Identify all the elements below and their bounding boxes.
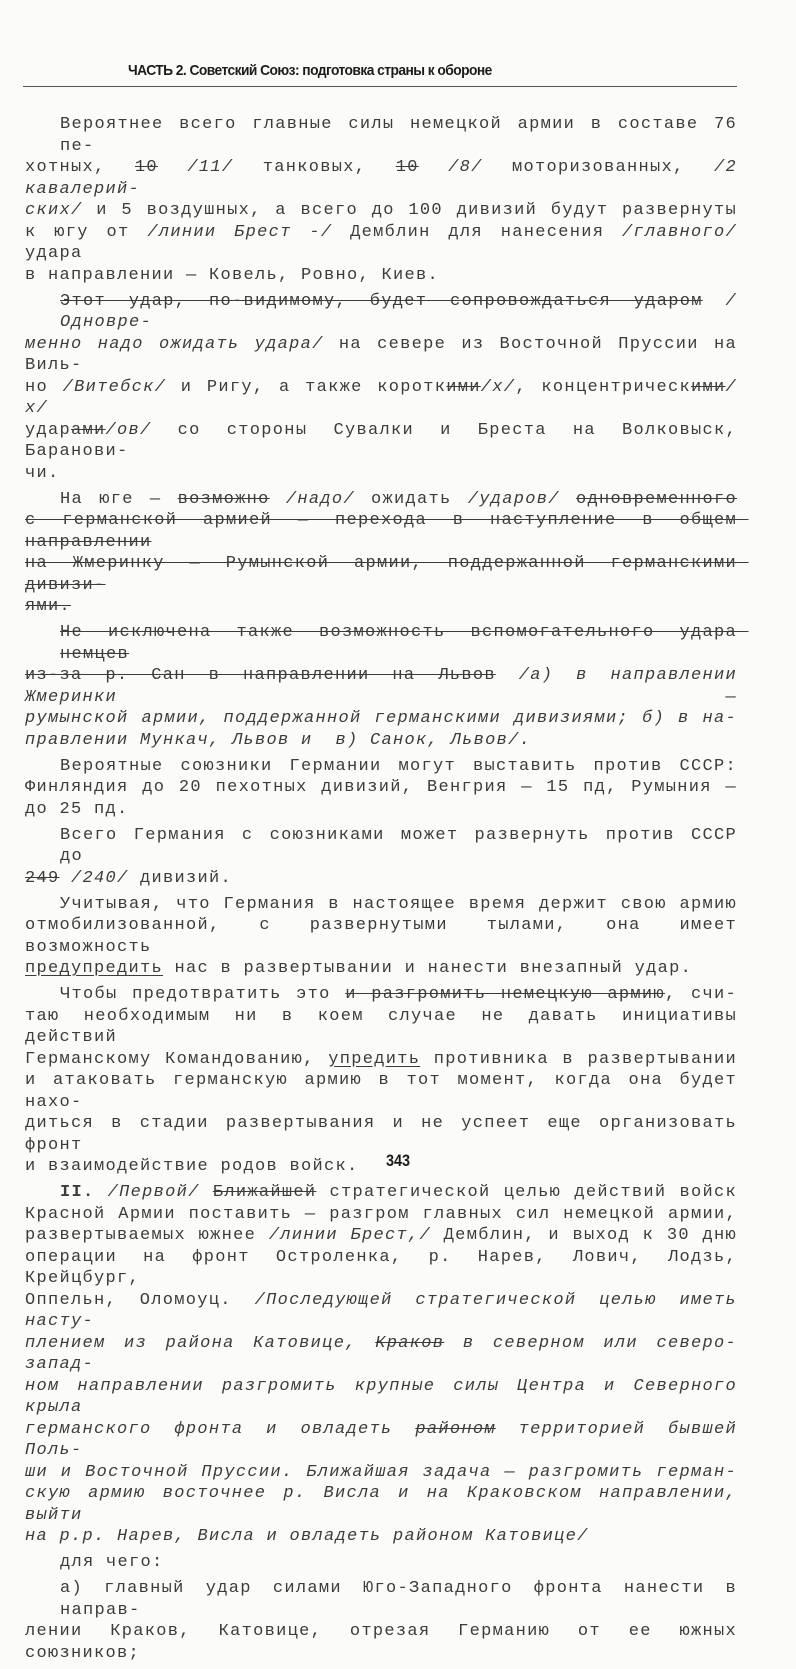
text-segment: к югу от	[25, 222, 148, 242]
text-line	[25, 265, 737, 287]
struck-text: из-за р. Сан в направлении на Львов	[25, 666, 496, 685]
text-segment: дивизий.	[128, 868, 233, 888]
inserted-text: менно надо ожидать удара/	[25, 334, 324, 354]
text-line	[25, 799, 737, 821]
text-line	[25, 1578, 749, 1621]
text-line	[25, 915, 749, 958]
text-line	[25, 114, 749, 157]
text-segment: в направлении — Ковель, Ровно, Киев.	[25, 265, 440, 285]
text-line	[25, 1333, 737, 1376]
text-segment: хотных,	[25, 158, 135, 177]
text-line	[25, 222, 749, 265]
struck-text: Этот удар, по-видимому, будет сопровождаться ударом	[60, 291, 703, 311]
inserted-text: территорией бывшей Поль-	[25, 1419, 749, 1460]
struck-inserted-text: районом	[415, 1419, 496, 1439]
text-line	[25, 1113, 749, 1156]
inserted-text: /главного/	[621, 222, 737, 242]
section-number: II.	[60, 1183, 95, 1202]
text-line	[25, 489, 737, 511]
text-segment: ожидать	[354, 489, 468, 509]
struck-text: Не исключена также возможность вспомогательного удара немцев	[60, 623, 749, 664]
text-line	[25, 420, 749, 463]
struck-text: с германской армией — перехода в наступление в общем направлении	[25, 511, 749, 552]
text-segment: стратегической целью действий войск	[316, 1183, 737, 1202]
paragraph	[25, 825, 749, 890]
paragraph	[25, 114, 749, 286]
text-line	[25, 825, 749, 868]
page-body	[25, 114, 749, 1669]
struck-text: возможно	[177, 489, 270, 509]
inserted-text: /линии Брест,/	[268, 1226, 432, 1245]
text-line	[25, 463, 737, 485]
paragraph	[25, 984, 749, 1178]
text-segment: танковых,	[233, 158, 396, 177]
struck-text: 10	[134, 158, 158, 177]
text-line	[25, 868, 737, 890]
text-segment: а) главный удар силами Юго-Западного фронта нанести в направ-	[60, 1579, 749, 1620]
text-segment	[419, 158, 448, 177]
paragraph	[25, 894, 749, 980]
text-segment	[200, 1183, 213, 1202]
text-segment: Вероятные союзники Германии могут выставить против СССР:	[60, 756, 737, 776]
inserted-text: /Последующей стратегической целью иметь насту-	[25, 1290, 749, 1331]
inserted-text: /11/	[187, 158, 234, 177]
paragraph	[25, 756, 737, 821]
text-segment: диться в стадии развертывания и не успеет еще организовать фронт	[25, 1114, 749, 1155]
inserted-text: германского фронта и овладеть	[25, 1419, 416, 1439]
text-segment: до 25 пд.	[25, 799, 129, 819]
text-line	[25, 1049, 737, 1071]
inserted-text: /240/	[71, 868, 129, 888]
struck-text: ами	[71, 420, 106, 440]
text-segment: со стороны Сувалки и Бреста на Волковыск, Баранови-	[25, 420, 749, 461]
inserted-text: /Одновре-	[60, 291, 737, 332]
text-segment: но	[25, 377, 63, 397]
text-segment: На юге —	[60, 489, 178, 509]
struck-text: и разгромить немецкую армию	[345, 985, 665, 1004]
text-line	[25, 1247, 749, 1290]
inserted-text: /Первой/	[107, 1183, 200, 1202]
inserted-text: /Витебск/	[62, 377, 167, 397]
text-segment: , счи-	[664, 985, 738, 1004]
inserted-text: ном направлении разгромить крупные силы Центра и Северного крыла	[25, 1376, 749, 1417]
inserted-text: ши и Восточной Пруссии. Ближайшая задача — разгромить герман-	[25, 1462, 737, 1482]
text-line	[25, 1070, 749, 1113]
text-line	[25, 596, 737, 618]
text-segment: таю необходимым ни в коем случае не давать инициативы действий	[25, 1006, 749, 1047]
struck-text: одновременного	[575, 489, 737, 509]
text-line	[25, 1419, 749, 1462]
text-segment	[95, 1183, 108, 1202]
text-segment: противника в развертывании	[420, 1049, 737, 1069]
text-segment	[703, 292, 726, 311]
text-line	[25, 1182, 737, 1204]
text-line	[25, 1526, 737, 1548]
text-segment: и Ригу, а также коротк	[166, 377, 447, 397]
text-segment	[496, 666, 519, 685]
text-segment: и взаимодействие родов войск.	[25, 1157, 359, 1176]
inserted-text: /ов/	[105, 420, 152, 440]
text-line	[25, 1462, 737, 1484]
text-segment: Чтобы предотвратить это	[60, 985, 346, 1004]
text-segment	[560, 490, 576, 509]
text-segment: удар	[25, 420, 72, 440]
inserted-text: правлении Мункач, Львов и в) Санок, Львов/.	[25, 730, 532, 750]
text-line	[25, 157, 749, 200]
header-rule	[23, 86, 737, 87]
text-line	[25, 622, 749, 665]
text-segment: развертываемых южнее	[25, 1226, 269, 1245]
inserted-text: /а) в направлении Жмеринки —	[25, 666, 749, 707]
paragraph	[25, 489, 749, 618]
inserted-text: в северном или северо-запад-	[25, 1333, 737, 1374]
text-segment: для чего:	[60, 1553, 164, 1572]
text-segment: Учитывая, что Германия в настоящее время держит свою армию	[60, 894, 737, 914]
underlined-text: упредить	[328, 1049, 421, 1069]
page-number: 343	[385, 1151, 411, 1170]
text-segment	[158, 158, 187, 177]
inserted-text: /надо/	[285, 489, 355, 509]
text-line	[25, 777, 737, 799]
text-line	[25, 1006, 749, 1049]
inserted-text: плением из района Катовице,	[25, 1333, 376, 1353]
text-segment: нас в развертывании и нанести внезапный удар.	[163, 959, 693, 978]
text-segment: Красной Армии поставить — разгром главных сил немецкой армии,	[25, 1204, 737, 1224]
paragraph	[25, 1552, 737, 1574]
inserted-text: /8/	[448, 158, 483, 177]
inserted-text: /х/	[480, 377, 516, 397]
inserted-text: скую армию восточнее р. Висла и на Краковском направлении, выйти	[25, 1484, 749, 1525]
text-segment: Германскому Командованию,	[25, 1049, 329, 1069]
text-segment: на севере из Восточной Пруссии на Виль-	[25, 334, 749, 375]
struck-text: 249	[25, 868, 60, 888]
underlined-text: предупредить	[25, 959, 164, 978]
text-line	[25, 1376, 749, 1419]
text-segment: и атаковать германскую армию в тот момент, когда она будет нахо-	[25, 1071, 749, 1112]
text-line	[25, 1290, 749, 1333]
struck-text: ими	[446, 377, 481, 397]
text-line	[25, 1483, 749, 1526]
text-segment: Финляндия до 20 пехотных дивизий, Венгрия — 15 пд, Румыния —	[25, 778, 737, 797]
text-line	[25, 756, 737, 778]
text-segment: Всего Германия с союзниками может развернуть против СССР до	[60, 825, 749, 866]
text-segment: , концентрическ	[515, 377, 691, 397]
text-segment: Демблин, и выход к 30 дню	[431, 1226, 737, 1245]
text-segment	[60, 869, 72, 888]
text-segment: чи.	[25, 463, 60, 483]
struck-text: на Жмеринку — Румынской армии, поддержанной германскими дивизи-	[25, 554, 749, 595]
text-line	[25, 730, 737, 752]
text-segment: Демблин для нанесения	[332, 222, 622, 242]
text-line	[25, 1552, 737, 1574]
text-line	[25, 510, 749, 553]
text-line	[25, 708, 737, 730]
struck-text: ими	[690, 377, 726, 397]
text-segment: лении Краков, Катовице, отрезая Германию от ее южных союзников;	[25, 1622, 749, 1663]
inserted-text: /2 кавалерий-	[25, 158, 749, 199]
text-segment: моторизованных,	[482, 158, 714, 177]
text-line	[25, 665, 749, 708]
struck-text: ями.	[25, 597, 72, 616]
inserted-text: /х/	[25, 377, 737, 418]
text-line	[25, 553, 749, 596]
text-segment: и 5 воздушных, а всего до 100 дивизий будут развернуты	[82, 201, 737, 220]
struck-inserted-text: Краков	[375, 1333, 445, 1353]
running-header: ЧАСТЬ 2. Советский Союз: подготовка страны к обороне	[128, 62, 492, 79]
text-line	[25, 1204, 737, 1226]
text-line	[25, 334, 749, 377]
text-segment: удара	[25, 222, 749, 263]
text-segment: отмобилизованной, с развернутыми тылами, она имеет возможность	[25, 916, 749, 957]
struck-text: 10	[395, 158, 419, 177]
text-segment: Вероятнее всего главные силы немецкой армии в составе 76 пе-	[60, 115, 749, 156]
paragraph	[25, 622, 749, 751]
struck-text: Ближайшей	[212, 1183, 317, 1202]
inserted-text: на р.р. Нарев, Висла и овладеть районом Катовице/	[25, 1527, 589, 1546]
text-line	[25, 377, 737, 420]
inserted-text: /ударов/	[467, 489, 560, 509]
paragraph	[25, 1578, 749, 1664]
text-segment: Оппельн, Оломоуц.	[25, 1290, 255, 1310]
paragraph	[25, 291, 749, 485]
text-segment: операции на фронт Остроленка, р. Нарев, Лович, Лодзь, Крейцбург,	[25, 1247, 749, 1288]
text-line	[25, 1621, 749, 1664]
text-line	[25, 894, 737, 916]
inserted-text: ских/	[25, 201, 83, 220]
text-line	[25, 1225, 737, 1247]
text-line	[25, 200, 737, 222]
text-line	[25, 291, 737, 334]
text-segment	[270, 490, 286, 509]
paragraph	[25, 1182, 749, 1548]
text-line	[25, 984, 737, 1006]
inserted-text: румынской армии, поддержанной германскими дивизиями; б) в на-	[25, 709, 737, 728]
text-line	[25, 958, 737, 980]
inserted-text: /линии Брест -/	[147, 222, 333, 242]
